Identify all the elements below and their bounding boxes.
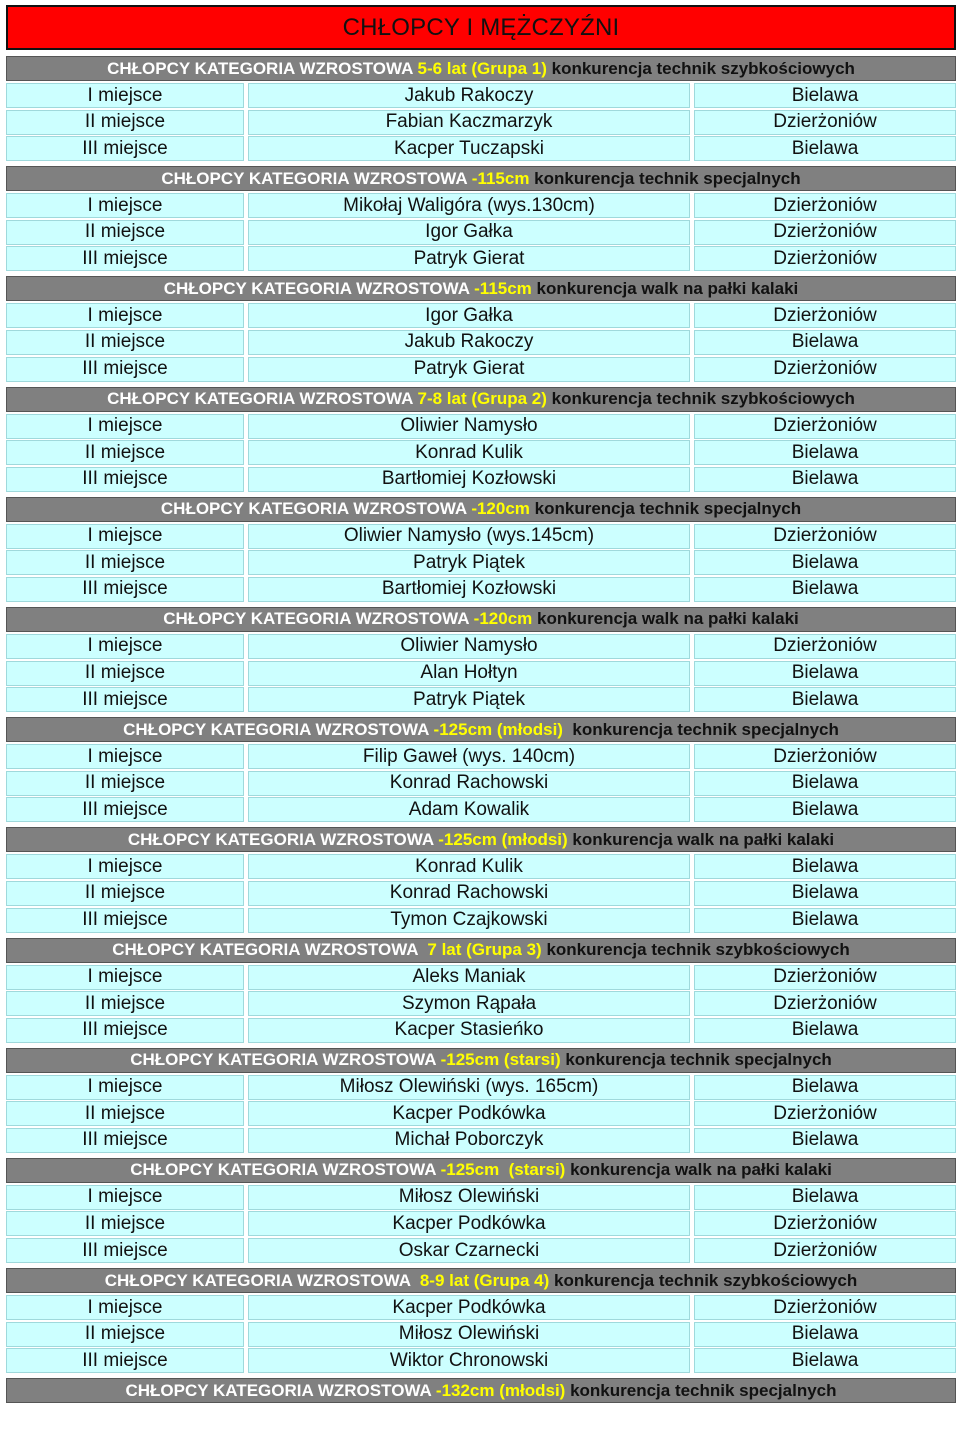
category-header bbox=[6, 938, 956, 963]
category-header bbox=[6, 1378, 956, 1403]
category-header-segment: konkurencja walk na pałki kalaki bbox=[565, 1160, 832, 1180]
result-row bbox=[6, 524, 956, 549]
club-city-cell: Bielawa bbox=[694, 854, 956, 879]
placement-cell: I miejsce bbox=[6, 1185, 244, 1210]
sections-container bbox=[6, 56, 956, 1403]
placement-cell: III miejsce bbox=[6, 1018, 244, 1043]
club-city-cell: Dzierżoniów bbox=[694, 1295, 956, 1320]
competitor-name-cell: Igor Gałka bbox=[248, 303, 690, 328]
competitor-name-cell: Kacper Tuczapski bbox=[248, 136, 690, 161]
competitor-name-cell: Bartłomiej Kozłowski bbox=[248, 467, 690, 492]
category-header-segment: konkurencja technik specjalnych bbox=[529, 168, 801, 188]
result-row bbox=[6, 1322, 956, 1347]
competitor-name-cell: Oliwier Namysło bbox=[248, 414, 690, 439]
club-city-cell: Dzierżoniów bbox=[694, 744, 956, 769]
result-row bbox=[6, 771, 956, 796]
result-row bbox=[6, 110, 956, 135]
placement-cell: II miejsce bbox=[6, 881, 244, 906]
competitor-name-cell: Patryk Piątek bbox=[248, 687, 690, 712]
category-header-segment: konkurencja technik szybkościowych bbox=[541, 940, 850, 959]
result-row bbox=[6, 744, 956, 769]
placement-cell: II miejsce bbox=[6, 1211, 244, 1236]
placement-cell: I miejsce bbox=[6, 1295, 244, 1320]
competitor-name-cell: Kacper Stasieńko bbox=[248, 1018, 690, 1043]
competitor-name-cell: Oliwier Namysło bbox=[248, 634, 690, 659]
category-header bbox=[6, 1048, 956, 1073]
category-header-segment: konkurencja technik specjalnych bbox=[560, 1050, 832, 1070]
club-city-cell: Bielawa bbox=[694, 550, 956, 575]
competitor-name-cell: Mikołaj Waligóra (wys.130cm) bbox=[248, 193, 690, 218]
result-row bbox=[6, 136, 956, 161]
placement-cell: I miejsce bbox=[6, 1075, 244, 1100]
result-row bbox=[6, 1185, 956, 1210]
competitor-name-cell: Adam Kowalik bbox=[248, 797, 690, 822]
category-header-segment: CHŁOPCY KATEGORIA WZROSTOWA bbox=[127, 829, 439, 849]
placement-cell: II miejsce bbox=[6, 330, 244, 355]
placement-cell: II miejsce bbox=[6, 1101, 244, 1126]
category-header-segment: CHŁOPCY KATEGORIA WZROSTOWA bbox=[107, 389, 418, 409]
result-row bbox=[6, 577, 956, 602]
club-city-cell: Bielawa bbox=[694, 330, 956, 355]
category-header-segment: -132cm (młodsi) bbox=[435, 1380, 566, 1400]
placement-cell: III miejsce bbox=[6, 1238, 244, 1263]
category-header-segment: CHŁOPCY KATEGORIA WZROSTOWA bbox=[125, 1380, 436, 1400]
placement-cell: III miejsce bbox=[6, 687, 244, 712]
result-row bbox=[6, 687, 956, 712]
club-city-cell: Dzierżoniów bbox=[694, 303, 956, 328]
placement-cell: II miejsce bbox=[6, 991, 244, 1016]
competitor-name-cell: Konrad Kulik bbox=[248, 854, 690, 879]
category-header-segment: 7-8 lat (Grupa 2) bbox=[417, 389, 547, 409]
category-header bbox=[6, 717, 956, 742]
placement-cell: III miejsce bbox=[6, 1128, 244, 1153]
category-header-segment: -125cm (młodsi) bbox=[433, 719, 563, 739]
result-row bbox=[6, 881, 956, 906]
category-header-segment: konkurencja walk na pałki kalaki bbox=[532, 609, 799, 629]
competitor-name-cell: Bartłomiej Kozłowski bbox=[248, 577, 690, 602]
competitor-name-cell: Miłosz Olewiński bbox=[248, 1322, 690, 1347]
category-header bbox=[6, 827, 956, 852]
club-city-cell: Dzierżoniów bbox=[694, 110, 956, 135]
competitor-name-cell: Patryk Piątek bbox=[248, 550, 690, 575]
category-header-segment: CHŁOPCY KATEGORIA WZROSTOWA bbox=[130, 1050, 441, 1070]
placement-cell: III miejsce bbox=[6, 577, 244, 602]
category-header-segment: CHŁOPCY KATEGORIA WZROSTOWA bbox=[104, 1270, 416, 1290]
placement-cell: II miejsce bbox=[6, 220, 244, 245]
result-row bbox=[6, 467, 956, 492]
placement-cell: I miejsce bbox=[6, 83, 244, 108]
category-section bbox=[6, 1268, 956, 1373]
category-header bbox=[6, 166, 956, 191]
result-row bbox=[6, 965, 956, 990]
title-bar bbox=[6, 5, 956, 50]
club-city-cell: Bielawa bbox=[694, 577, 956, 602]
category-header-segment: -120cm bbox=[473, 609, 533, 629]
placement-cell: II miejsce bbox=[6, 550, 244, 575]
competitor-name-cell: Kacper Podkówka bbox=[248, 1211, 690, 1236]
results-sheet bbox=[6, 5, 956, 1408]
category-section bbox=[6, 276, 956, 381]
category-header-segment: -125cm (młodsi) bbox=[438, 829, 568, 849]
club-city-cell: Bielawa bbox=[694, 440, 956, 465]
category-header-segment: CHŁOPCY KATEGORIA WZROSTOWA bbox=[160, 499, 472, 519]
competitor-name-cell: Fabian Kaczmarzyk bbox=[248, 110, 690, 135]
placement-cell: I miejsce bbox=[6, 414, 244, 439]
competitor-name-cell: Konrad Rachowski bbox=[248, 881, 690, 906]
competitor-name-cell: Miłosz Olewiński bbox=[248, 1185, 690, 1210]
category-section bbox=[6, 1378, 956, 1403]
category-header-segment: CHŁOPCY KATEGORIA WZROSTOWA bbox=[107, 58, 418, 78]
result-row bbox=[6, 854, 956, 879]
result-row bbox=[6, 634, 956, 659]
result-row bbox=[6, 220, 956, 245]
club-city-cell: Bielawa bbox=[694, 1185, 956, 1210]
category-header-segment: -115cm bbox=[474, 278, 532, 298]
category-header-segment: 5-6 lat (Grupa 1) bbox=[417, 58, 547, 78]
result-row bbox=[6, 908, 956, 933]
result-row bbox=[6, 1075, 956, 1100]
club-city-cell: Dzierżoniów bbox=[694, 246, 956, 271]
club-city-cell: Bielawa bbox=[694, 467, 956, 492]
club-city-cell: Dzierżoniów bbox=[694, 634, 956, 659]
club-city-cell: Dzierżoniów bbox=[694, 1238, 956, 1263]
category-header-segment: CHŁOPCY KATEGORIA WZROSTOWA bbox=[123, 719, 434, 739]
club-city-cell: Dzierżoniów bbox=[694, 193, 956, 218]
category-header-segment: konkurencja walk na pałki kalaki bbox=[567, 829, 835, 849]
category-section bbox=[6, 497, 956, 602]
competitor-name-cell: Michał Poborczyk bbox=[248, 1128, 690, 1153]
placement-cell: II miejsce bbox=[6, 771, 244, 796]
result-row bbox=[6, 330, 956, 355]
club-city-cell: Bielawa bbox=[694, 687, 956, 712]
category-header bbox=[6, 607, 956, 632]
category-section bbox=[6, 1048, 956, 1153]
category-section bbox=[6, 1158, 956, 1263]
competitor-name-cell: Tymon Czajkowski bbox=[248, 908, 690, 933]
category-header-segment: konkurencja technik szybkościowych bbox=[546, 58, 855, 78]
placement-cell: II miejsce bbox=[6, 661, 244, 686]
placement-cell: II miejsce bbox=[6, 1322, 244, 1347]
club-city-cell: Dzierżoniów bbox=[694, 991, 956, 1016]
category-header-segment: -125cm (starsi) bbox=[440, 1160, 566, 1180]
result-row bbox=[6, 797, 956, 822]
competitor-name-cell: Patryk Gierat bbox=[248, 357, 690, 382]
club-city-cell: Bielawa bbox=[694, 1075, 956, 1100]
category-header-segment: -125cm (starsi) bbox=[440, 1050, 561, 1070]
category-header-segment: CHŁOPCY KATEGORIA WZROSTOWA bbox=[163, 278, 475, 298]
placement-cell: I miejsce bbox=[6, 854, 244, 879]
competitor-name-cell: Kacper Podkówka bbox=[248, 1101, 690, 1126]
category-header bbox=[6, 1268, 956, 1293]
club-city-cell: Bielawa bbox=[694, 1128, 956, 1153]
category-header bbox=[6, 276, 956, 301]
result-row bbox=[6, 440, 956, 465]
placement-cell: III miejsce bbox=[6, 908, 244, 933]
competitor-name-cell: Oskar Czarnecki bbox=[248, 1238, 690, 1263]
competitor-name-cell: Wiktor Chronowski bbox=[248, 1348, 690, 1373]
category-header-segment: konkurencja walk na pałki kalaki bbox=[531, 278, 799, 298]
result-row bbox=[6, 1018, 956, 1043]
placement-cell: III miejsce bbox=[6, 357, 244, 382]
category-header-segment: konkurencja technik specjalnych bbox=[562, 719, 839, 739]
category-header-segment: CHŁOPCY KATEGORIA WZROSTOWA bbox=[161, 168, 472, 188]
club-city-cell: Dzierżoniów bbox=[694, 414, 956, 439]
competitor-name-cell: Szymon Rąpała bbox=[248, 991, 690, 1016]
result-row bbox=[6, 414, 956, 439]
category-section bbox=[6, 56, 956, 161]
placement-cell: I miejsce bbox=[6, 303, 244, 328]
result-row bbox=[6, 1348, 956, 1373]
placement-cell: III miejsce bbox=[6, 1348, 244, 1373]
placement-cell: I miejsce bbox=[6, 524, 244, 549]
result-row bbox=[6, 303, 956, 328]
category-section bbox=[6, 166, 956, 271]
category-header bbox=[6, 387, 956, 412]
category-header bbox=[6, 1158, 956, 1183]
club-city-cell: Dzierżoniów bbox=[694, 1211, 956, 1236]
category-section bbox=[6, 717, 956, 822]
category-section bbox=[6, 387, 956, 492]
club-city-cell: Dzierżoniów bbox=[694, 357, 956, 382]
result-row bbox=[6, 83, 956, 108]
placement-cell: II miejsce bbox=[6, 110, 244, 135]
club-city-cell: Dzierżoniów bbox=[694, 1101, 956, 1126]
club-city-cell: Dzierżoniów bbox=[694, 524, 956, 549]
result-row bbox=[6, 991, 956, 1016]
result-row bbox=[6, 1211, 956, 1236]
category-section bbox=[6, 938, 956, 1043]
placement-cell: II miejsce bbox=[6, 440, 244, 465]
result-row bbox=[6, 246, 956, 271]
result-row bbox=[6, 661, 956, 686]
club-city-cell: Bielawa bbox=[694, 136, 956, 161]
competitor-name-cell: Patryk Gierat bbox=[248, 246, 690, 271]
category-header-segment: 8-9 lat (Grupa 4) bbox=[415, 1270, 550, 1290]
club-city-cell: Bielawa bbox=[694, 908, 956, 933]
result-row bbox=[6, 550, 956, 575]
competitor-name-cell: Oliwier Namysło (wys.145cm) bbox=[248, 524, 690, 549]
placement-cell: III miejsce bbox=[6, 136, 244, 161]
result-row bbox=[6, 1101, 956, 1126]
placement-cell: I miejsce bbox=[6, 634, 244, 659]
club-city-cell: Bielawa bbox=[694, 83, 956, 108]
competitor-name-cell: Alan Hołtyn bbox=[248, 661, 690, 686]
club-city-cell: Bielawa bbox=[694, 1322, 956, 1347]
category-header-segment: CHŁOPCY KATEGORIA WZROSTOWA bbox=[163, 609, 474, 629]
club-city-cell: Bielawa bbox=[694, 661, 956, 686]
club-city-cell: Bielawa bbox=[694, 797, 956, 822]
category-header-segment: -120cm bbox=[471, 499, 530, 519]
result-row bbox=[6, 1238, 956, 1263]
placement-cell: III miejsce bbox=[6, 246, 244, 271]
competitor-name-cell: Miłosz Olewiński (wys. 165cm) bbox=[248, 1075, 690, 1100]
page-title: CHŁOPCY I MĘŻCZYŹNI bbox=[342, 13, 620, 41]
competitor-name-cell: Konrad Rachowski bbox=[248, 771, 690, 796]
category-header-segment: konkurencja technik szybkościowych bbox=[546, 389, 855, 409]
club-city-cell: Dzierżoniów bbox=[694, 220, 956, 245]
category-header-segment: konkurencja technik szybkościowych bbox=[549, 1270, 858, 1290]
placement-cell: III miejsce bbox=[6, 467, 244, 492]
competitor-name-cell: Filip Gaweł (wys. 140cm) bbox=[248, 744, 690, 769]
competitor-name-cell: Aleks Maniak bbox=[248, 965, 690, 990]
club-city-cell: Bielawa bbox=[694, 771, 956, 796]
placement-cell: I miejsce bbox=[6, 744, 244, 769]
placement-cell: I miejsce bbox=[6, 965, 244, 990]
result-row bbox=[6, 1295, 956, 1320]
category-section bbox=[6, 607, 956, 712]
competitor-name-cell: Kacper Podkówka bbox=[248, 1295, 690, 1320]
club-city-cell: Bielawa bbox=[694, 881, 956, 906]
result-row bbox=[6, 193, 956, 218]
category-section bbox=[6, 827, 956, 932]
category-header-segment: -115cm bbox=[471, 168, 530, 188]
placement-cell: III miejsce bbox=[6, 797, 244, 822]
category-header-segment: CHŁOPCY KATEGORIA WZROSTOWA bbox=[130, 1160, 441, 1180]
competitor-name-cell: Jakub Rakoczy bbox=[248, 83, 690, 108]
competitor-name-cell: Konrad Kulik bbox=[248, 440, 690, 465]
placement-cell: I miejsce bbox=[6, 193, 244, 218]
category-header-segment: CHŁOPCY KATEGORIA WZROSTOWA bbox=[112, 940, 423, 959]
competitor-name-cell: Jakub Rakoczy bbox=[248, 330, 690, 355]
club-city-cell: Bielawa bbox=[694, 1348, 956, 1373]
result-row bbox=[6, 1128, 956, 1153]
category-header bbox=[6, 497, 956, 522]
category-header-segment: konkurencja technik specjalnych bbox=[529, 499, 802, 519]
club-city-cell: Bielawa bbox=[694, 1018, 956, 1043]
category-header-segment: konkurencja technik specjalnych bbox=[565, 1380, 837, 1400]
result-row bbox=[6, 357, 956, 382]
competitor-name-cell: Igor Gałka bbox=[248, 220, 690, 245]
club-city-cell: Dzierżoniów bbox=[694, 965, 956, 990]
category-header-segment: 7 lat (Grupa 3) bbox=[422, 940, 542, 959]
category-header bbox=[6, 56, 956, 81]
